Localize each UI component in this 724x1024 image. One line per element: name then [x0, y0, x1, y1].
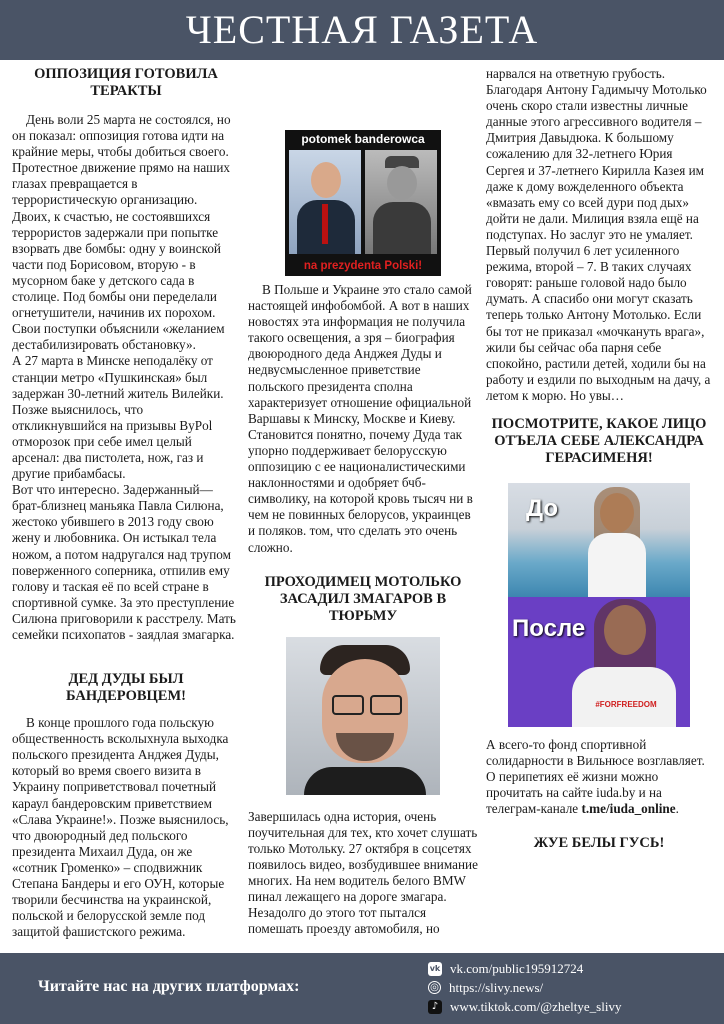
before-label: До: [526, 494, 559, 522]
after-label: После: [512, 614, 586, 642]
footer: [0, 953, 724, 1024]
before-photo: [508, 483, 690, 597]
social-link[interactable]: [428, 997, 621, 1016]
globe-icon: ◎: [428, 981, 441, 994]
vk-icon: vk: [428, 962, 442, 976]
article-1-paragraph: Вот что интересно. Задержанный—брат-близнец маньяка Павла Силюна, жестоко убившего в 2013 году свою жену и любовника. Он истыкал тела ножом, а потом надругался над трупом поверженного соперника, отпилив ему голову и таская её по всей стране в спортивной сумке. За это преступление Силюна приговорили к расстрелу. Мать семейки психопатов - заядлая змагарка.: [12, 482, 236, 642]
column-2: [248, 66, 478, 937]
link-text[interactable]: www.tiktok.com/@zheltye_slivy: [450, 999, 622, 1014]
before-after-image: [508, 483, 690, 727]
newspaper-title: ЧЕСТНАЯ ГАЗЕТА: [185, 7, 539, 52]
ancestor-portrait: [365, 150, 437, 254]
duda-photo: [285, 130, 441, 276]
duda-portrait: [289, 150, 361, 254]
article-3-continuation: нарвался на ответную грубость. Благодаря Антону Гадимычу Мотолько очень скоро стали известны личные данные этого агрессивного водителя – Дмитрия Давыдюка. К большому сожалению для 32-летнего Юрия Сергея и 37-летнего Кирилла Казея им даже к дому вожделенного объекта «вмазать ему со всей дури под дых» дойти не дали. Милиция взяла ещё на подступах. Но заслуг это не умаляет. Первый получил 6 лет усиленного режима, второй – 7. В таких случаях говорят: раньше головой надо было думать. А спасибо они могут сказать теперь только Антону Мотолько. Если бы тот не приказал «мочкануть врага», жили бы сейчас оба парня себе спокойно, растили детей, ходили бы на работу и ездили по выходным на дачу, а летом к морю. Но увы…: [486, 66, 711, 403]
article-4-paragraph: [486, 737, 712, 817]
article-4-headline: ПОСМОТРИТЕ, КАКОЕ ЛИЦО ОТЪЕЛА СЕБЕ АЛЕКСАНДРА ГЕРАСИМЕНЯ!: [491, 415, 707, 466]
after-photo: [508, 597, 690, 727]
article-3-headline: ПРОХОДИМЕЦ МОТОЛЬКО ЗАСАДИЛ ЗМАГАРОВ В ТЮРЬМУ: [264, 573, 462, 624]
footer-read-label: Читайте нас на других платформах:: [38, 978, 300, 995]
image-caption-bottom: na prezydenta Polski!: [285, 256, 441, 276]
continuation-spacer: [248, 66, 478, 130]
link-text[interactable]: vk.com/public195912724: [450, 961, 584, 976]
article-1-paragraph: День воли 25 марта не состоялся, но он показал: оппозиция готова идти на крайние меры, чтобы добиться своего. Протестное движение прямо на наших глазах превращается в террористическую организацию.: [12, 112, 231, 208]
column-1: [12, 66, 240, 940]
article-2-paragraph: В Польше и Украине это стало самой настоящей инфобомбой. А вот в наших новостях эта информация не получила такого освещения, а зря – биография двоюродного деда Анджея Дуды и недвусмысленное приветствие польского президента сполна характеризует отношение официальной Варшавы к Минску, Москве и Киеву. Становится понятно, почему Дуда так упорно поддерживает белорусскую оппозицию с ее националистическими наклонностями и одобряет бчб-символику, на которой кровь тысяч ни в чем не повинных белорусов, украинцев и поляков. том, что сделать это очень сложно.: [248, 282, 473, 555]
social-link[interactable]: [428, 978, 621, 997]
article-1-headline: ОППОЗИЦИЯ ГОТОВИЛА ТЕРАКТЫ: [34, 66, 218, 99]
telegram-link[interactable]: t.me/iuda_online: [581, 801, 676, 817]
shirt-slogan: #FORFREEDOM: [595, 699, 657, 709]
column-3: [486, 66, 712, 852]
closing-slogan: ЖУЕ БЕЛЫ ГУСЬ!: [533, 835, 665, 852]
masthead: [0, 0, 724, 60]
tiktok-icon: ♪: [428, 1000, 442, 1014]
motolko-photo: [286, 637, 440, 795]
article-4-text-end: .: [675, 801, 679, 817]
social-link[interactable]: [428, 959, 621, 978]
article-3-paragraph: Завершилась одна история, очень поучительная для тех, кто хочет слушать только Мотольку. 27 октября в соцсетях появилось видео, возбудившее внимание многих. На нем водитель белого BMW пинал лежащего на дороге змагара. Незадолго до этого тот пытался помешать проезду автомобиля, но: [248, 808, 478, 937]
social-links: [428, 959, 621, 1016]
article-4-text: А всего-то фонд спортивной солидарности в Вильнюсе возглавляет. О перипетиях её жизни можно прочитать на сайте iuda.by и на телеграм-канале: [486, 736, 705, 817]
article-1-paragraph: А 27 марта в Минске неподалёку от станции метро «Пушкинская» был задержан 30-летний житель Вилейки. Позже выяснилось, что откликнувшийся на призывы ByPol отморозок при себе имел целый арсенал: два пистолета, нож, газ и другие прибамбасы.: [12, 353, 224, 482]
article-2-paragraph: В конце прошлого года польскую общественность всколыхнула выходка польского президента Анджея Дуды, который во время своего визита в Украину поприветствовал почетный караул бандеровским приветствием «Слава Украине!». Позже выяснилось, что двоюродный дед польского президента Михаил Дуда, он же «сотник Громенко» – сподвижник Степана Бандеры и его ОУН, которые творили бесчинства на украинской, польской и белорусской земле под защитой фашистского режима.: [12, 715, 229, 940]
link-text[interactable]: https://slivy.news/: [449, 980, 544, 995]
article-2-headline: ДЕД ДУДЫ БЫЛ БАНДЕРОВЦЕМ!: [66, 671, 186, 705]
image-caption-top: potomek banderowca: [285, 130, 441, 148]
article-1-paragraph: Двоих, к счастью, не состоявшихся террористов задержали при попытке взорвать две бомбы: одну у воинской части под Борисовом, вторую - в мусорном баке у детского сада в столице. Под бомбы они переделали огнетушители, начинив их порохом. Свои поступки объяснили «желанием дестабилизировать обстановку».: [12, 208, 225, 353]
